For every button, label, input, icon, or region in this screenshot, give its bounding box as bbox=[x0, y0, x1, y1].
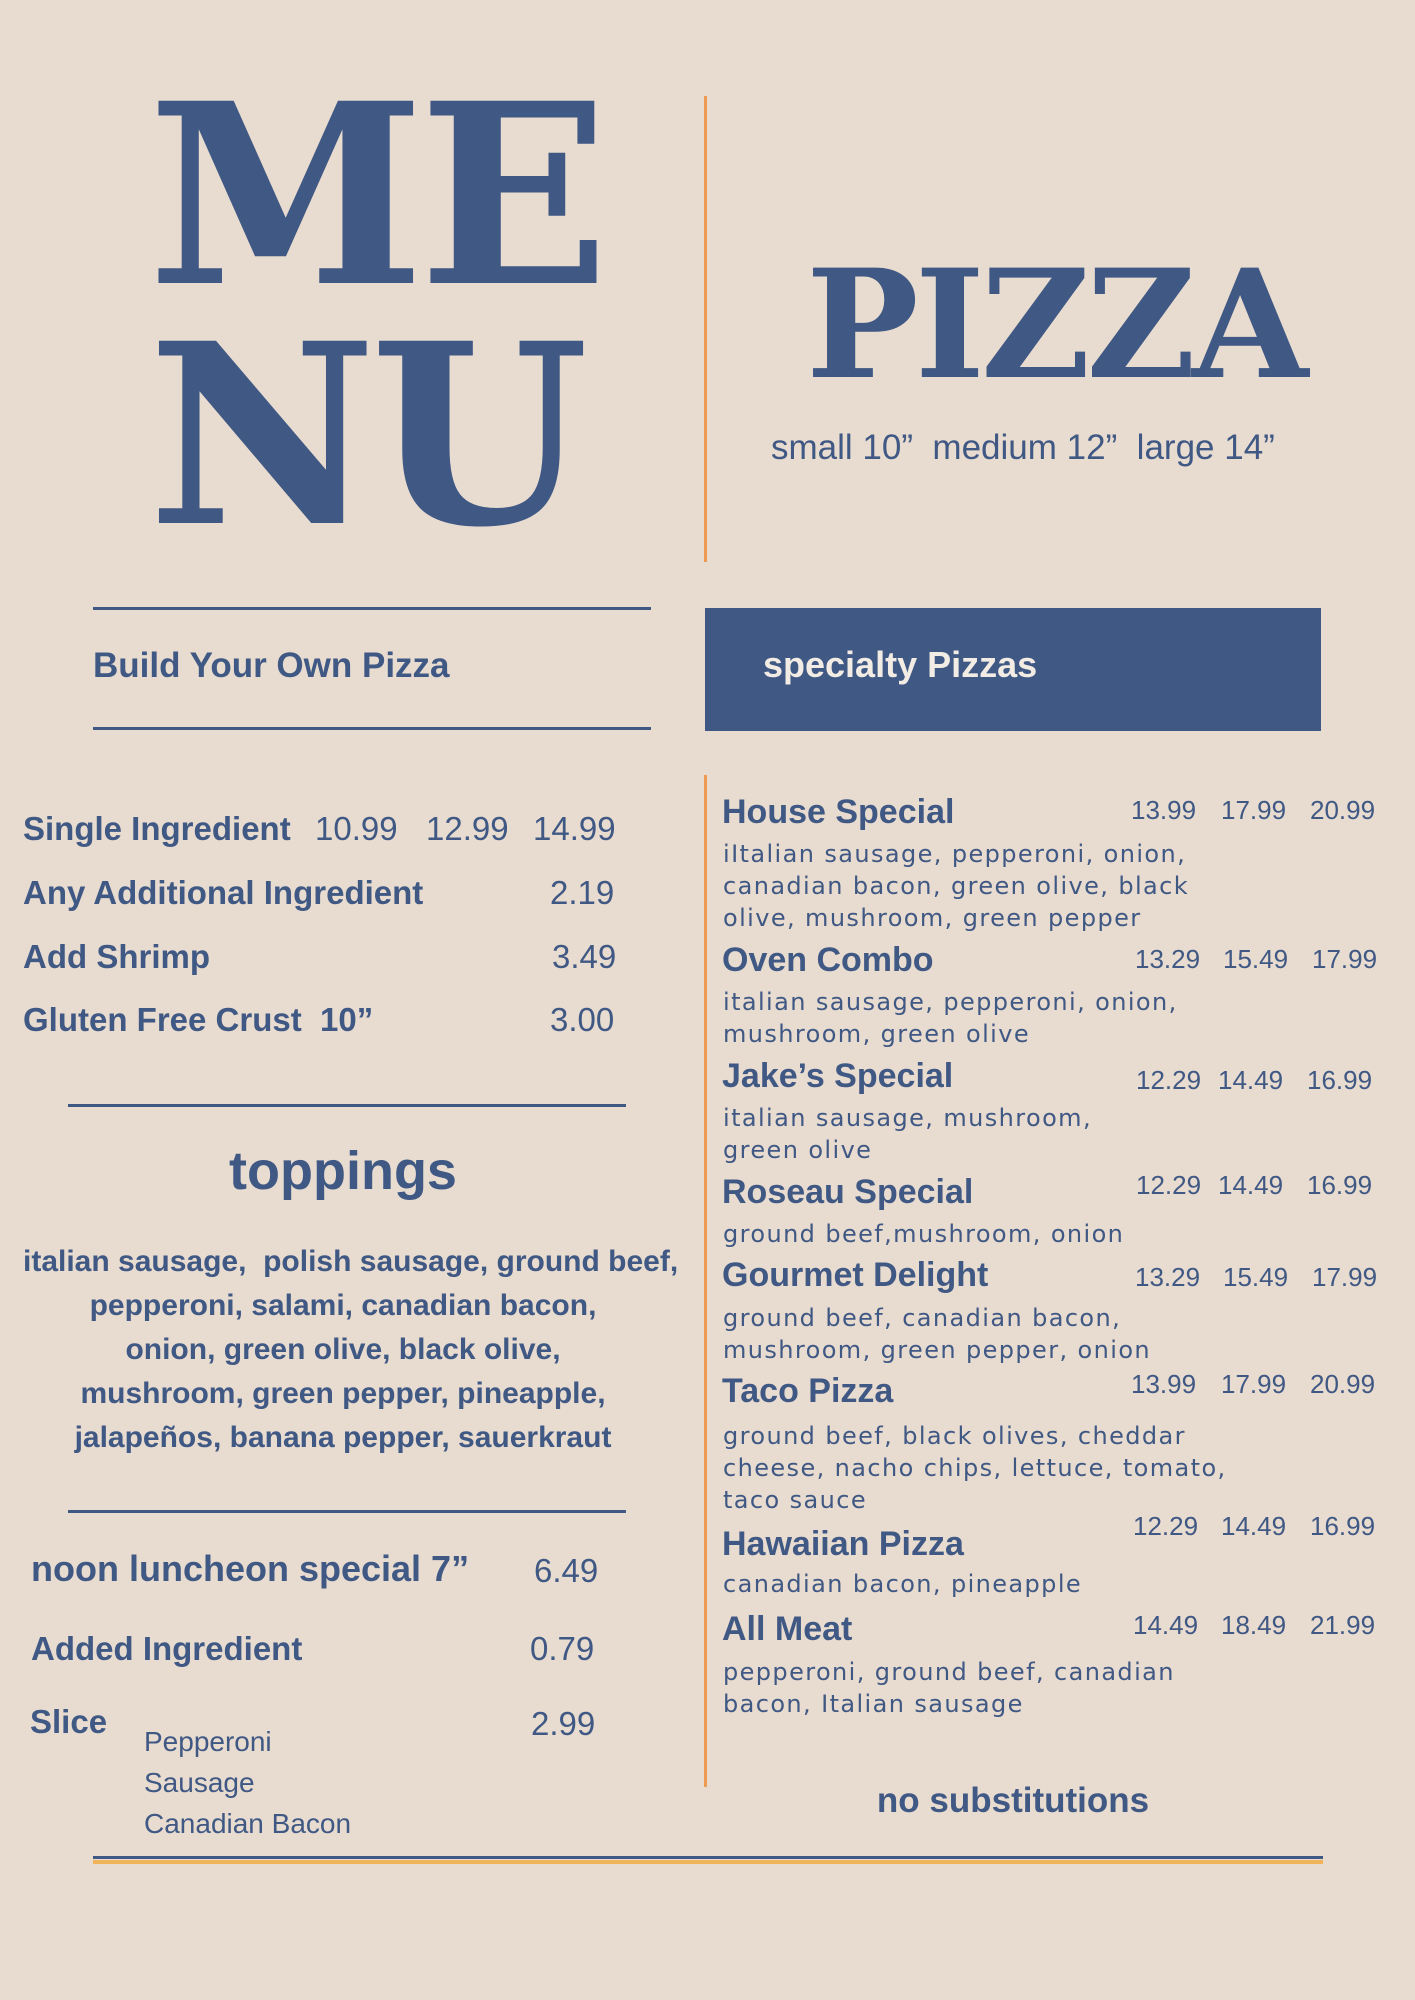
added-ingredient-label: Added Ingredient bbox=[31, 1630, 303, 1667]
desc-line: pepperoni, ground beef, canadian bbox=[723, 1658, 1175, 1686]
price-small: 10.99 bbox=[315, 810, 398, 847]
price-large: 16.99 bbox=[1310, 1511, 1376, 1541]
specialty-item-name: Taco Pizza bbox=[722, 1372, 894, 1410]
price-small: 13.99 bbox=[1131, 1369, 1197, 1399]
specialty-item-prices bbox=[1133, 1511, 1375, 1542]
toppings-list bbox=[23, 1240, 679, 1460]
specialty-item-prices bbox=[1131, 795, 1375, 826]
toppings-line: onion, green olive, black olive, bbox=[125, 1333, 561, 1366]
specialty-item-desc bbox=[723, 1102, 1243, 1166]
desc-line: mushroom, green olive bbox=[723, 1020, 1030, 1048]
build-row-label: Single Ingredient bbox=[23, 810, 291, 847]
desc-line: ground beef, canadian bacon, bbox=[723, 1304, 1122, 1332]
specialty-item-desc bbox=[723, 1568, 1243, 1600]
price-small: 12.29 bbox=[1136, 1065, 1202, 1095]
toppings-title: toppings bbox=[229, 1141, 457, 1201]
specialty-item-name: All Meat bbox=[722, 1610, 853, 1648]
specialty-item-desc bbox=[723, 1302, 1243, 1366]
desc-line: ground beef, black olives, cheddar bbox=[723, 1422, 1186, 1450]
price-large: 20.99 bbox=[1310, 795, 1376, 825]
price-small: 13.29 bbox=[1135, 944, 1201, 974]
build-bottom-rule bbox=[93, 727, 651, 730]
desc-line: taco sauce bbox=[723, 1486, 868, 1514]
build-top-rule bbox=[93, 607, 651, 610]
price-large: 16.99 bbox=[1307, 1065, 1373, 1095]
slice-option: Canadian Bacon bbox=[144, 1808, 352, 1839]
menu-title-line1: ME bbox=[148, 48, 604, 342]
desc-line: bacon, Italian sausage bbox=[723, 1690, 1024, 1718]
specialty-item-name: Jake’s Special bbox=[722, 1057, 954, 1095]
price: 3.00 bbox=[550, 1001, 615, 1038]
bottom-rule-orange bbox=[93, 1860, 1323, 1864]
menu-title-line2: NU bbox=[148, 288, 583, 582]
toppings-line: italian sausage, polish sausage, ground beef, bbox=[23, 1245, 679, 1278]
build-row-label: Add Shrimp bbox=[23, 938, 210, 975]
specialty-item-prices bbox=[1133, 1610, 1375, 1641]
desc-line: iItalian sausage, pepperoni, onion, bbox=[723, 840, 1187, 868]
luncheon-title: noon luncheon special 7” bbox=[31, 1548, 470, 1589]
price-large: 17.99 bbox=[1312, 944, 1378, 974]
price-large: 17.99 bbox=[1312, 1262, 1378, 1292]
no-substitutions-note: no substitutions bbox=[876, 1781, 1150, 1820]
specialty-item-prices bbox=[1135, 1262, 1377, 1293]
price-medium: 14.49 bbox=[1218, 1170, 1284, 1200]
price: 3.49 bbox=[552, 938, 617, 975]
specialty-item-name: House Special bbox=[722, 793, 955, 831]
desc-line: italian sausage, mushroom, bbox=[723, 1104, 1092, 1132]
price-small: 14.49 bbox=[1133, 1610, 1199, 1640]
price-small: 12.29 bbox=[1136, 1170, 1202, 1200]
specialty-divider bbox=[704, 775, 707, 1787]
build-row-label: Any Additional Ingredient bbox=[23, 874, 424, 911]
price-small: 13.29 bbox=[1135, 1262, 1201, 1292]
toppings-line: jalapeños, banana pepper, sauerkraut bbox=[74, 1421, 612, 1454]
price-medium: 17.99 bbox=[1221, 795, 1287, 825]
price-medium: 15.49 bbox=[1223, 1262, 1289, 1292]
luncheon-price: 6.49 bbox=[534, 1552, 599, 1589]
price-medium: 18.49 bbox=[1221, 1610, 1287, 1640]
specialty-item-prices bbox=[1136, 1065, 1372, 1096]
desc-line: italian sausage, pepperoni, onion, bbox=[723, 988, 1178, 1016]
bottom-rule-blue bbox=[93, 1856, 1323, 1859]
specialty-item-name: Hawaiian Pizza bbox=[722, 1525, 964, 1563]
price-medium: 17.99 bbox=[1221, 1369, 1287, 1399]
specialty-item-desc bbox=[723, 838, 1243, 934]
specialty-item-prices bbox=[1131, 1369, 1375, 1400]
desc-line: cheese, nacho chips, lettuce, tomato, bbox=[723, 1454, 1227, 1482]
price-large: 16.99 bbox=[1307, 1170, 1373, 1200]
specialty-item-desc bbox=[723, 1218, 1243, 1250]
price: 2.19 bbox=[550, 874, 615, 911]
specialty-header bbox=[705, 608, 1321, 731]
price-small: 13.99 bbox=[1131, 795, 1197, 825]
specialty-item-desc bbox=[723, 986, 1243, 1050]
specialty-item-name: Roseau Special bbox=[722, 1173, 974, 1211]
header-divider bbox=[704, 96, 707, 562]
toppings-line: pepperoni, salami, canadian bacon, bbox=[89, 1289, 597, 1322]
price-medium: 12.99 bbox=[426, 810, 509, 847]
desc-line: olive, mushroom, green pepper bbox=[723, 904, 1142, 932]
desc-line: canadian bacon, pineapple bbox=[723, 1570, 1083, 1598]
luncheon-top-rule bbox=[68, 1510, 626, 1513]
toppings-line: mushroom, green pepper, pineapple, bbox=[80, 1377, 606, 1410]
slice-option: Pepperoni bbox=[144, 1726, 272, 1757]
desc-line: green olive bbox=[723, 1136, 873, 1164]
build-own-title: Build Your Own Pizza bbox=[93, 646, 450, 685]
specialty-item-prices bbox=[1135, 944, 1377, 975]
specialty-item-prices bbox=[1136, 1170, 1372, 1201]
price-large: 20.99 bbox=[1310, 1369, 1376, 1399]
price-medium: 14.49 bbox=[1218, 1065, 1284, 1095]
added-ingredient-price: 0.79 bbox=[530, 1630, 595, 1667]
specialty-item-desc bbox=[723, 1420, 1243, 1516]
price-small: 12.29 bbox=[1133, 1511, 1199, 1541]
slice-price: 2.99 bbox=[531, 1705, 596, 1742]
build-row-label: Gluten Free Crust 10” bbox=[23, 1001, 374, 1038]
specialty-item-name: Oven Combo bbox=[722, 941, 934, 979]
slice-option: Sausage bbox=[144, 1767, 255, 1798]
price-medium: 14.49 bbox=[1221, 1511, 1287, 1541]
toppings-top-rule bbox=[68, 1104, 626, 1107]
price-large: 21.99 bbox=[1310, 1610, 1376, 1640]
specialty-item-name: Gourmet Delight bbox=[722, 1256, 989, 1294]
price-medium: 15.49 bbox=[1223, 944, 1289, 974]
desc-line: mushroom, green pepper, onion bbox=[723, 1336, 1152, 1364]
specialty-item-desc bbox=[723, 1656, 1243, 1720]
specialty-title: specialty Pizzas bbox=[763, 644, 1038, 685]
price-large: 14.99 bbox=[533, 810, 616, 847]
pizza-title: PIZZA bbox=[806, 237, 1305, 413]
desc-line: canadian bacon, green olive, black bbox=[723, 872, 1190, 900]
desc-line: ground beef,mushroom, onion bbox=[723, 1220, 1125, 1248]
slice-label: Slice bbox=[30, 1703, 108, 1740]
pizza-sizes: small 10” medium 12” large 14” bbox=[771, 428, 1275, 467]
